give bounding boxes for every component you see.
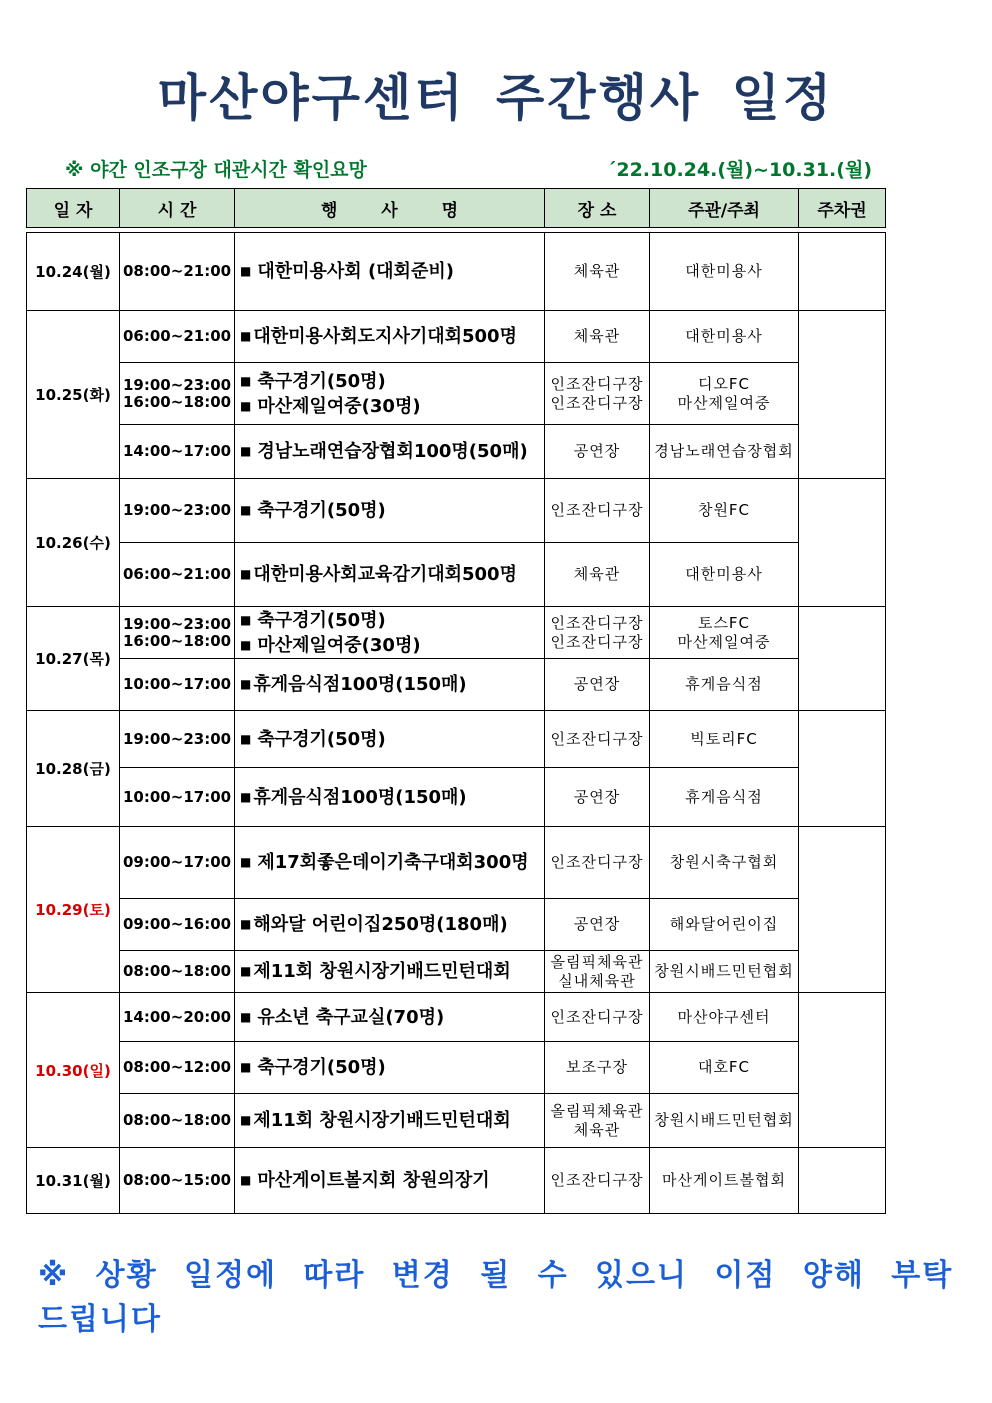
event-name bbox=[240, 785, 541, 810]
event-name bbox=[240, 959, 541, 984]
event-text: 휴게음식점100명(150매) bbox=[253, 786, 467, 808]
time-line: 14:00~20:00 bbox=[123, 1007, 232, 1026]
event-text: 축구경기(50명) bbox=[257, 609, 386, 631]
event-text: 해와달 어린이집250명(180매) bbox=[253, 914, 508, 935]
bullet-icon: ■ bbox=[240, 964, 252, 978]
event-name bbox=[240, 608, 541, 633]
time-line: 19:00~23:00 bbox=[123, 501, 232, 519]
host-line: 휴게음식점 bbox=[685, 675, 763, 693]
event-name bbox=[240, 727, 541, 752]
bullet-icon: ■ bbox=[240, 444, 252, 458]
bullet-icon: ■ bbox=[240, 677, 252, 691]
event-text: 대한미용사회도지사기대회500명 bbox=[253, 326, 517, 347]
host-line: 마산야구센터 bbox=[677, 1007, 771, 1026]
time-line: 19:00~23:00 bbox=[123, 375, 232, 394]
parking-cell bbox=[799, 479, 886, 607]
event-name bbox=[240, 324, 541, 349]
time-cell bbox=[120, 479, 235, 543]
event-name bbox=[240, 1005, 541, 1030]
place-line: 인조잔디구장 bbox=[550, 613, 644, 632]
place-cell bbox=[545, 1148, 650, 1214]
place-line: 인조잔디구장 bbox=[550, 853, 644, 871]
place-cell bbox=[545, 899, 650, 951]
table-header-row bbox=[27, 189, 886, 228]
event-name bbox=[240, 633, 541, 658]
event-text: 대한미용사회교육감기대회500명 bbox=[253, 564, 517, 585]
time-line: 08:00~18:00 bbox=[123, 962, 232, 980]
place-line: 체육관 bbox=[573, 327, 621, 345]
place-cell bbox=[545, 951, 650, 993]
host-cell bbox=[650, 311, 799, 363]
host-cell bbox=[650, 827, 799, 899]
notice-text: ※ 야간 인조구장 대관시간 확인요망 bbox=[65, 159, 367, 181]
event-name bbox=[240, 1168, 541, 1193]
host-cell bbox=[650, 543, 799, 607]
host-line: 해와달어린이집 bbox=[669, 915, 779, 933]
host-line: 마산게이트볼협회 bbox=[662, 1171, 786, 1189]
time-cell bbox=[120, 1094, 235, 1148]
place-line: 인조잔디구장 bbox=[550, 501, 644, 519]
host-line: 창원시배드민턴협회 bbox=[654, 1111, 794, 1129]
time-cell bbox=[120, 659, 235, 711]
event-text: 경남노래연습장협회100명(50매) bbox=[257, 441, 528, 462]
table-row bbox=[27, 233, 886, 311]
time-cell bbox=[120, 607, 235, 659]
date-cell: 10.24(월) bbox=[27, 233, 120, 311]
place-line: 공연장 bbox=[573, 787, 621, 806]
place-line: 공연장 bbox=[573, 675, 621, 693]
event-text: 유소년 축구교실(70명) bbox=[257, 1006, 445, 1028]
bullet-icon: ■ bbox=[240, 1060, 252, 1074]
event-text: 축구경기(50명) bbox=[257, 500, 386, 521]
table-row bbox=[27, 479, 886, 543]
time-line: 19:00~23:00 bbox=[123, 614, 232, 633]
table-row bbox=[27, 1094, 886, 1148]
place-line: 인조잔디구장 bbox=[550, 1171, 644, 1189]
time-line: 09:00~17:00 bbox=[123, 853, 232, 871]
bullet-icon: ■ bbox=[240, 1009, 252, 1024]
host-cell bbox=[650, 1148, 799, 1214]
place-cell bbox=[545, 1042, 650, 1094]
event-cell bbox=[235, 1148, 545, 1214]
event-name bbox=[240, 1108, 541, 1133]
bullet-icon: ■ bbox=[240, 855, 252, 869]
event-cell bbox=[235, 951, 545, 993]
place-cell bbox=[545, 768, 650, 827]
parking-cell bbox=[799, 827, 886, 993]
time-cell bbox=[120, 363, 235, 425]
place-cell bbox=[545, 425, 650, 479]
event-cell bbox=[235, 899, 545, 951]
event-text: 대한미용사회 (대회준비) bbox=[257, 261, 454, 282]
event-cell bbox=[235, 311, 545, 363]
table-row bbox=[27, 768, 886, 827]
host-cell bbox=[650, 425, 799, 479]
table-row bbox=[27, 363, 886, 425]
event-cell bbox=[235, 233, 545, 311]
place-line: 인조잔디구장 bbox=[550, 374, 644, 393]
bullet-icon: ■ bbox=[240, 264, 252, 278]
date-cell: 10.26(수) bbox=[27, 479, 120, 607]
table-row bbox=[27, 425, 886, 479]
header-date: 일 자 bbox=[27, 189, 120, 228]
header-parking: 주차권 bbox=[799, 189, 886, 228]
schedule-table bbox=[26, 188, 886, 1214]
event-cell bbox=[235, 711, 545, 768]
host-cell bbox=[650, 711, 799, 768]
place-line: 인조잔디구장 bbox=[550, 632, 644, 651]
place-line: 실내체육관 bbox=[558, 971, 636, 990]
time-line: 08:00~21:00 bbox=[123, 262, 232, 280]
time-line: 08:00~15:00 bbox=[123, 1171, 232, 1189]
host-line: 대한미용사 bbox=[685, 262, 763, 280]
time-line: 16:00~18:00 bbox=[123, 392, 232, 411]
table-row bbox=[27, 827, 886, 899]
time-cell bbox=[120, 1148, 235, 1214]
time-line: 16:00~18:00 bbox=[123, 631, 232, 650]
parking-cell bbox=[799, 711, 886, 827]
bullet-icon: ■ bbox=[240, 567, 252, 581]
event-cell bbox=[235, 1042, 545, 1094]
event-cell bbox=[235, 607, 545, 659]
schedule-body bbox=[27, 228, 886, 1214]
table-row bbox=[27, 311, 886, 363]
time-cell bbox=[120, 827, 235, 899]
place-line: 보조구장 bbox=[566, 1058, 628, 1076]
event-name bbox=[240, 498, 541, 523]
event-name bbox=[240, 562, 541, 587]
place-line: 공연장 bbox=[573, 442, 621, 460]
event-text: 축구경기(50명) bbox=[257, 370, 386, 392]
host-line: 대호FC bbox=[697, 1058, 751, 1076]
date-cell: 10.27(목) bbox=[27, 607, 120, 711]
event-text: 축구경기(50명) bbox=[257, 728, 386, 750]
date-cell: 10.28(금) bbox=[27, 711, 120, 827]
host-cell bbox=[650, 1042, 799, 1094]
bullet-icon: ■ bbox=[240, 612, 252, 627]
parking-cell bbox=[799, 993, 886, 1148]
time-line: 10:00~17:00 bbox=[123, 787, 232, 806]
event-cell bbox=[235, 543, 545, 607]
date-cell: 10.29(토) bbox=[27, 827, 120, 993]
event-name bbox=[240, 439, 541, 464]
host-cell bbox=[650, 233, 799, 311]
time-line: 06:00~21:00 bbox=[123, 327, 232, 345]
place-line: 인조잔디구장 bbox=[550, 729, 644, 748]
event-text: 마산제일여중(30명) bbox=[257, 395, 421, 417]
header-host: 주관/주최 bbox=[650, 189, 799, 228]
table-row bbox=[27, 899, 886, 951]
event-text: 제11회 창원시장기배드민턴대회 bbox=[253, 961, 511, 982]
place-cell bbox=[545, 479, 650, 543]
event-cell bbox=[235, 1094, 545, 1148]
time-line: 06:00~21:00 bbox=[123, 565, 232, 583]
header-place: 장 소 bbox=[545, 189, 650, 228]
place-cell bbox=[545, 993, 650, 1042]
time-cell bbox=[120, 711, 235, 768]
table-row bbox=[27, 1148, 886, 1214]
event-name bbox=[240, 672, 541, 697]
time-line: 09:00~16:00 bbox=[123, 915, 232, 933]
host-cell bbox=[650, 1094, 799, 1148]
place-line: 체육관 bbox=[573, 1120, 621, 1139]
event-cell bbox=[235, 827, 545, 899]
host-line: 마산제일여중 bbox=[677, 393, 771, 412]
host-cell bbox=[650, 768, 799, 827]
time-cell bbox=[120, 768, 235, 827]
host-cell bbox=[650, 951, 799, 993]
date-cell: 10.31(월) bbox=[27, 1148, 120, 1214]
time-cell bbox=[120, 951, 235, 993]
event-cell bbox=[235, 425, 545, 479]
time-cell bbox=[120, 311, 235, 363]
event-cell bbox=[235, 768, 545, 827]
place-line: 올림픽체육관 bbox=[550, 952, 644, 971]
event-name bbox=[240, 912, 541, 937]
event-name bbox=[240, 850, 541, 875]
event-name bbox=[240, 394, 541, 419]
table-row bbox=[27, 711, 886, 768]
host-cell bbox=[650, 607, 799, 659]
time-line: 08:00~12:00 bbox=[123, 1058, 232, 1076]
schedule-period: ´22.10.24.(월)~10.31.(월) bbox=[606, 159, 872, 181]
bullet-icon: ■ bbox=[240, 637, 252, 652]
event-cell bbox=[235, 363, 545, 425]
event-cell bbox=[235, 993, 545, 1042]
host-line: 창원FC bbox=[697, 501, 751, 519]
bullet-icon: ■ bbox=[240, 1113, 252, 1127]
place-line: 공연장 bbox=[573, 915, 621, 933]
table-row bbox=[27, 543, 886, 607]
table-row bbox=[27, 1042, 886, 1094]
date-cell: 10.30(일) bbox=[27, 993, 120, 1148]
place-line: 올림픽체육관 bbox=[550, 1101, 644, 1120]
place-line: 체육관 bbox=[573, 565, 621, 583]
time-line: 14:00~17:00 bbox=[123, 442, 232, 460]
place-cell bbox=[545, 827, 650, 899]
time-cell bbox=[120, 425, 235, 479]
place-cell bbox=[545, 1094, 650, 1148]
header-time: 시 간 bbox=[120, 189, 235, 228]
place-cell bbox=[545, 233, 650, 311]
parking-cell bbox=[799, 311, 886, 479]
header-event: 행 사 명 bbox=[235, 189, 545, 228]
place-cell bbox=[545, 711, 650, 768]
bullet-icon: ■ bbox=[240, 1173, 252, 1187]
event-text: 마산제일여중(30명) bbox=[257, 634, 421, 656]
place-line: 인조잔디구장 bbox=[550, 1007, 644, 1026]
time-cell bbox=[120, 1042, 235, 1094]
time-cell bbox=[120, 543, 235, 607]
time-cell bbox=[120, 899, 235, 951]
bullet-icon: ■ bbox=[240, 398, 252, 413]
host-cell bbox=[650, 899, 799, 951]
bullet-icon: ■ bbox=[240, 917, 252, 931]
host-cell bbox=[650, 363, 799, 425]
host-line: 창원시배드민턴협회 bbox=[654, 962, 794, 980]
event-text: 휴게음식점100명(150매) bbox=[253, 674, 467, 695]
host-line: 경남노래연습장협회 bbox=[654, 442, 794, 460]
place-cell bbox=[545, 607, 650, 659]
event-name bbox=[240, 1055, 541, 1080]
parking-cell bbox=[799, 607, 886, 711]
place-cell bbox=[545, 659, 650, 711]
time-line: 10:00~17:00 bbox=[123, 675, 232, 693]
host-cell bbox=[650, 479, 799, 543]
event-name bbox=[240, 259, 541, 284]
host-line: 디오FC bbox=[697, 374, 751, 393]
time-cell bbox=[120, 233, 235, 311]
host-line: 창원시축구협회 bbox=[669, 853, 779, 871]
place-line: 인조잔디구장 bbox=[550, 393, 644, 412]
host-line: 빅토리FC bbox=[690, 729, 758, 748]
page-title: 마산야구센터 주간행사 일정 bbox=[157, 69, 835, 127]
parking-cell bbox=[799, 1148, 886, 1214]
host-line: 토스FC bbox=[697, 613, 751, 632]
event-text: 축구경기(50명) bbox=[257, 1057, 386, 1078]
table-row bbox=[27, 659, 886, 711]
time-line: 19:00~23:00 bbox=[123, 729, 232, 748]
date-cell: 10.25(화) bbox=[27, 311, 120, 479]
host-cell bbox=[650, 993, 799, 1042]
host-line: 대한미용사 bbox=[685, 565, 763, 583]
table-row bbox=[27, 607, 886, 659]
place-line: 체육관 bbox=[573, 262, 621, 280]
host-cell bbox=[650, 659, 799, 711]
time-line: 08:00~18:00 bbox=[123, 1111, 232, 1129]
parking-cell bbox=[799, 233, 886, 311]
bullet-icon: ■ bbox=[240, 329, 252, 343]
event-cell bbox=[235, 479, 545, 543]
table-row bbox=[27, 993, 886, 1042]
table-row bbox=[27, 951, 886, 993]
footer-notice: ※ 상황 일정에 따라 변경 될 수 있으니 이점 양해 부탁 드립니다 bbox=[38, 1258, 954, 1337]
event-text: 제17회좋은데이기축구대회300명 bbox=[257, 852, 529, 873]
event-cell bbox=[235, 659, 545, 711]
event-text: 마산게이트볼지회 창원의장기 bbox=[257, 1170, 490, 1191]
bullet-icon: ■ bbox=[240, 503, 252, 517]
place-cell bbox=[545, 543, 650, 607]
event-name bbox=[240, 369, 541, 394]
host-line: 마산제일여중 bbox=[677, 632, 771, 651]
place-cell bbox=[545, 311, 650, 363]
place-cell bbox=[545, 363, 650, 425]
host-line: 대한미용사 bbox=[685, 327, 763, 345]
bullet-icon: ■ bbox=[240, 789, 252, 804]
event-text: 제11회 창원시장기배드민턴대회 bbox=[253, 1110, 511, 1131]
bullet-icon: ■ bbox=[240, 731, 252, 746]
host-line: 휴게음식점 bbox=[685, 787, 763, 806]
time-cell bbox=[120, 993, 235, 1042]
bullet-icon: ■ bbox=[240, 373, 252, 388]
